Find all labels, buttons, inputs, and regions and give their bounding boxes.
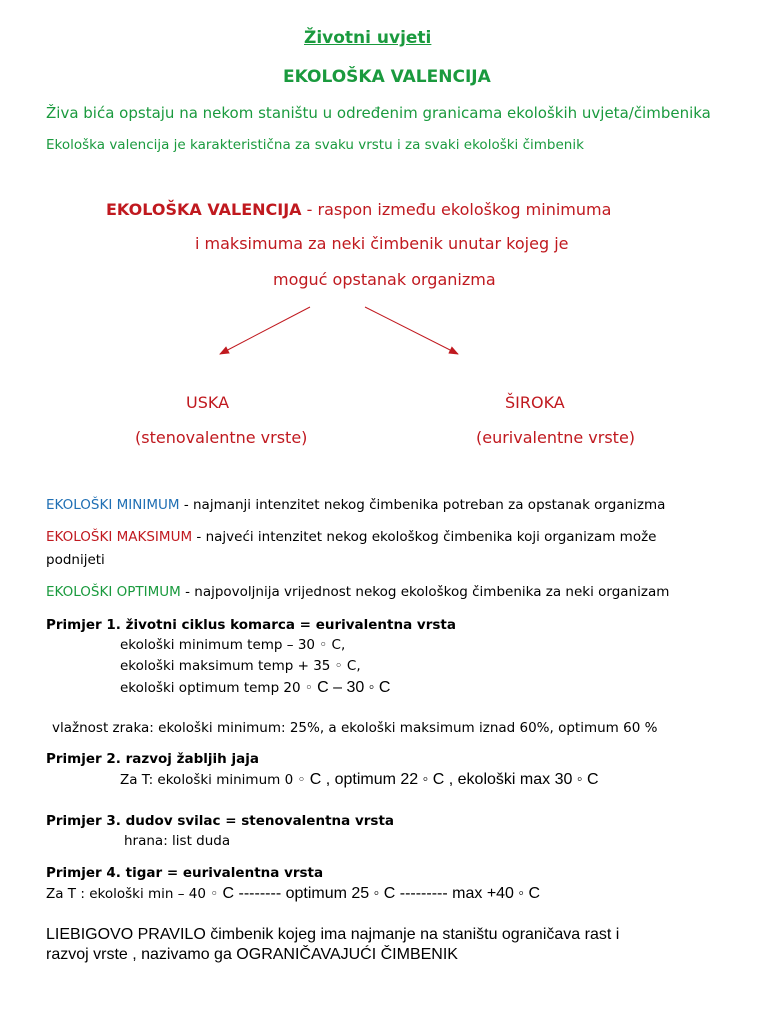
example-2-title: Primjer 2. razvoj žabljih jaja [46,751,259,767]
minimum-text: - najmanji intenzitet nekog čimbenika potreban za opstanak organizma [179,497,666,513]
example-2-b: C , optimum 22 ◦ C , ekološki max 30 ◦ C [309,771,599,788]
page-title: Životni uvjeti [304,28,432,48]
arrow-right [365,307,458,354]
section-heading: EKOLOŠKA VALENCIJA [283,67,491,87]
example-1-max: ekološki maksimum temp + 35 ◦ C, [120,658,361,674]
definition-text: - raspon između ekološkog minimuma [301,200,612,219]
example-1-title: Primjer 1. životni ciklus komarca = eurivalentna vrsta [46,617,456,633]
example-3-food: hrana: list duda [124,833,231,849]
example-4-values [46,885,540,903]
example-1-opt-b: C – 30 ◦ C [317,679,391,696]
minimum-term: EKOLOŠKI MINIMUM [46,497,180,513]
humidity-line: vlažnost zraka: ekološki minimum: 25%, a ekološki maksimum iznad 60%, optimum 60 % [52,720,658,736]
optimum-text: - najpovoljnija vrijednost nekog ekološkog čimbenika za neki organizam [180,584,670,600]
example-1-min: ekološki minimum temp – 30 ◦ C, [120,637,346,653]
optimum-term: EKOLOŠKI OPTIMUM [46,584,181,600]
narrow-sublabel: (stenovalentne vrste) [135,428,308,447]
maximum-definition-cont: podnijeti [46,552,105,568]
example-4-a: Za T : ekološki min – 40 ◦ [46,886,223,902]
wide-label: ŠIROKA [505,393,565,412]
definition-term: EKOLOŠKA VALENCIJA [106,200,302,219]
wide-sublabel: (eurivalentne vrste) [476,428,636,447]
maximum-term: EKOLOŠKI MAKSIMUM [46,529,193,545]
intro-line-1: Živa bića opstaju na nekom staništu u određenim granicama ekoloških uvjeta/čimbenika [46,104,711,122]
example-4-title: Primjer 4. tigar = eurivalentna vrsta [46,865,324,881]
maximum-text: - najveći intenzitet nekog ekološkog čimbenika koji organizam može [192,529,657,545]
example-3-title: Primjer 3. dudov svilac = stenovalentna vrsta [46,813,395,829]
minimum-definition [46,497,665,513]
example-2-a: Za T: ekološki minimum 0 ◦ [120,772,310,788]
intro-line-2: Ekološka valencija je karakteristična za svaku vrstu i za svaki ekološki čimbenik [46,137,584,153]
maximum-definition [46,529,656,545]
example-2-values [120,771,599,789]
definition-line-2: i maksimuma za neki čimbenik unutar kojeg je [195,234,569,253]
example-4-b: C -------- optimum 25 ◦ C --------- max +40 ◦ C [222,885,541,902]
arrow-left [220,307,310,354]
liebig-rule-line-2: razvoj vrste , nazivamo ga OGRANIČAVAJUĆI ČIMBENIK [46,946,458,963]
narrow-label: USKA [186,393,230,412]
liebig-rule-line-1: LIEBIGOVO PRAVILO čimbenik kojeg ima najmanje na staništu ograničava rast i [46,926,620,943]
definition-line-3: moguć opstanak organizma [273,270,496,289]
optimum-definition [46,584,669,600]
example-1-opt [120,679,390,697]
example-1-opt-a: ekološki optimum temp 20 ◦ [120,680,318,696]
